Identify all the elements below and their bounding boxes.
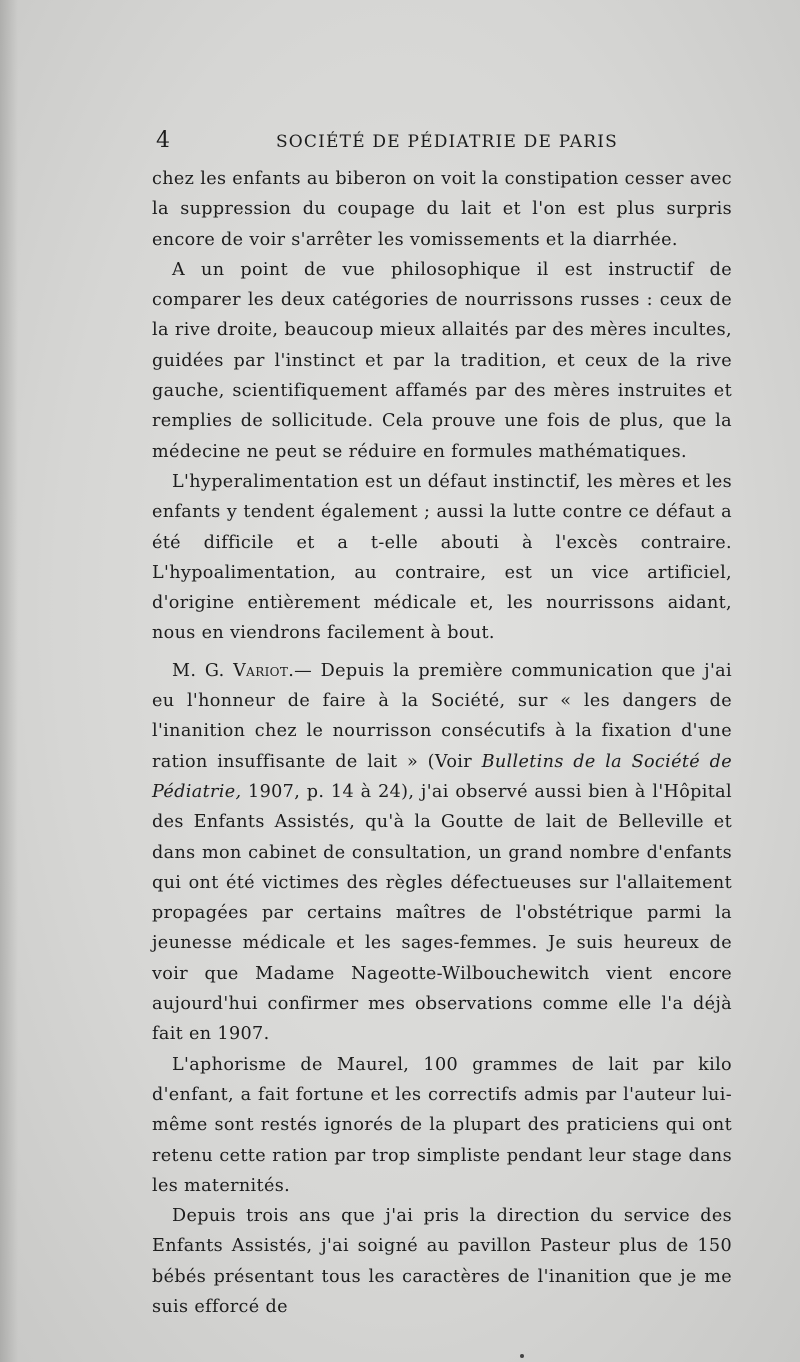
ink-speck [520, 1354, 524, 1358]
variot-text-b: 1907, p. 14 à 24), j'ai observé aussi bien à l'Hôpital des Enfants Assistés, qu'à la Goutte de lait de Belleville et dans mon cabinet de consultation, un grand nombre d'enfants qui ont été victimes des règles défectueuses sur l'allaitement propagées par certains maîtres de l'obstétrique parmi la jeunesse médicale et les sages-femmes. Je suis heureux de voir que Madame Nageotte-Wilbouchewitch vient encore aujourd'hui confirmer mes observations comme elle l'a déjà fait en 1907. [152, 781, 732, 1045]
body-text [152, 164, 732, 1322]
binding-shadow [0, 0, 18, 1362]
paragraph-variot-intervention [152, 656, 732, 1050]
running-head: SOCIÉTÉ DE PÉDIATRIE DE PARIS [275, 132, 619, 152]
paragraph-philosophical-comparison: A un point de vue philosophique il est instructif de comparer les deux catégories de nourrissons russes : ceux de la rive droite, beaucoup mieux allaités par des mères incultes, guidées par l'instinct et par la tradition, et ceux de la rive gauche, scientifiquement affamés par des mères instruites et remplies de sollicitude. Cela prouve une fois de plus, que la médecine ne peut se réduire en formules mathématiques. [152, 259, 732, 462]
journal-title: Bulletins de la Société de Pédiatrie, [152, 751, 732, 802]
paragraph-maurel-aphorism: L'aphorisme de Maurel, 100 grammes de lait par kilo d'enfant, a fait fortune et les correctifs admis par l'auteur lui-même sont restés ignorés de la plupart des praticiens qui ont retenu cette ration par trop simpliste pendant leur stage dans les maternités. [152, 1054, 732, 1196]
speaker-prefix: M. G. [172, 660, 225, 681]
paragraph-enfants-assistes: Depuis trois ans que j'ai pris la direction du service des Enfants Assistés, j'ai soigné au pavillon Pasteur plus de 150 bébés présentant tous les caractères de l'inanition que je me suis efforcé de [152, 1206, 732, 1317]
paragraph-continuation: chez les enfants au biberon on voit la constipation cesser avec la suppression du coupage du lait et l'on est plus surpris encore de voir s'arrêter les vomissements et la diarrhée. [152, 169, 732, 250]
page-header [152, 126, 742, 156]
speaker-name: Variot [233, 660, 289, 681]
variot-text-a: .— Depuis la première communication que j'ai eu l'honneur de faire à la Société, sur « les dangers de l'inanition chez le nourrisson consécutifs à la fixation d'une ration insuffisante de lait » (Voir [152, 660, 732, 772]
paragraph-hyperalimentation: L'hyperalimentation est un défaut instinctif, les mères et les enfants y tendent également ; aussi la lutte contre ce défaut a été difficile et a t-elle abouti à l'excès contraire. L'hypoalimentation, au contraire, est un vice artificiel, d'origine entièrement médicale et, les nourrissons aidant, nous en viendrons facilement à bout. [152, 471, 732, 644]
page-number: 4 [156, 128, 170, 153]
